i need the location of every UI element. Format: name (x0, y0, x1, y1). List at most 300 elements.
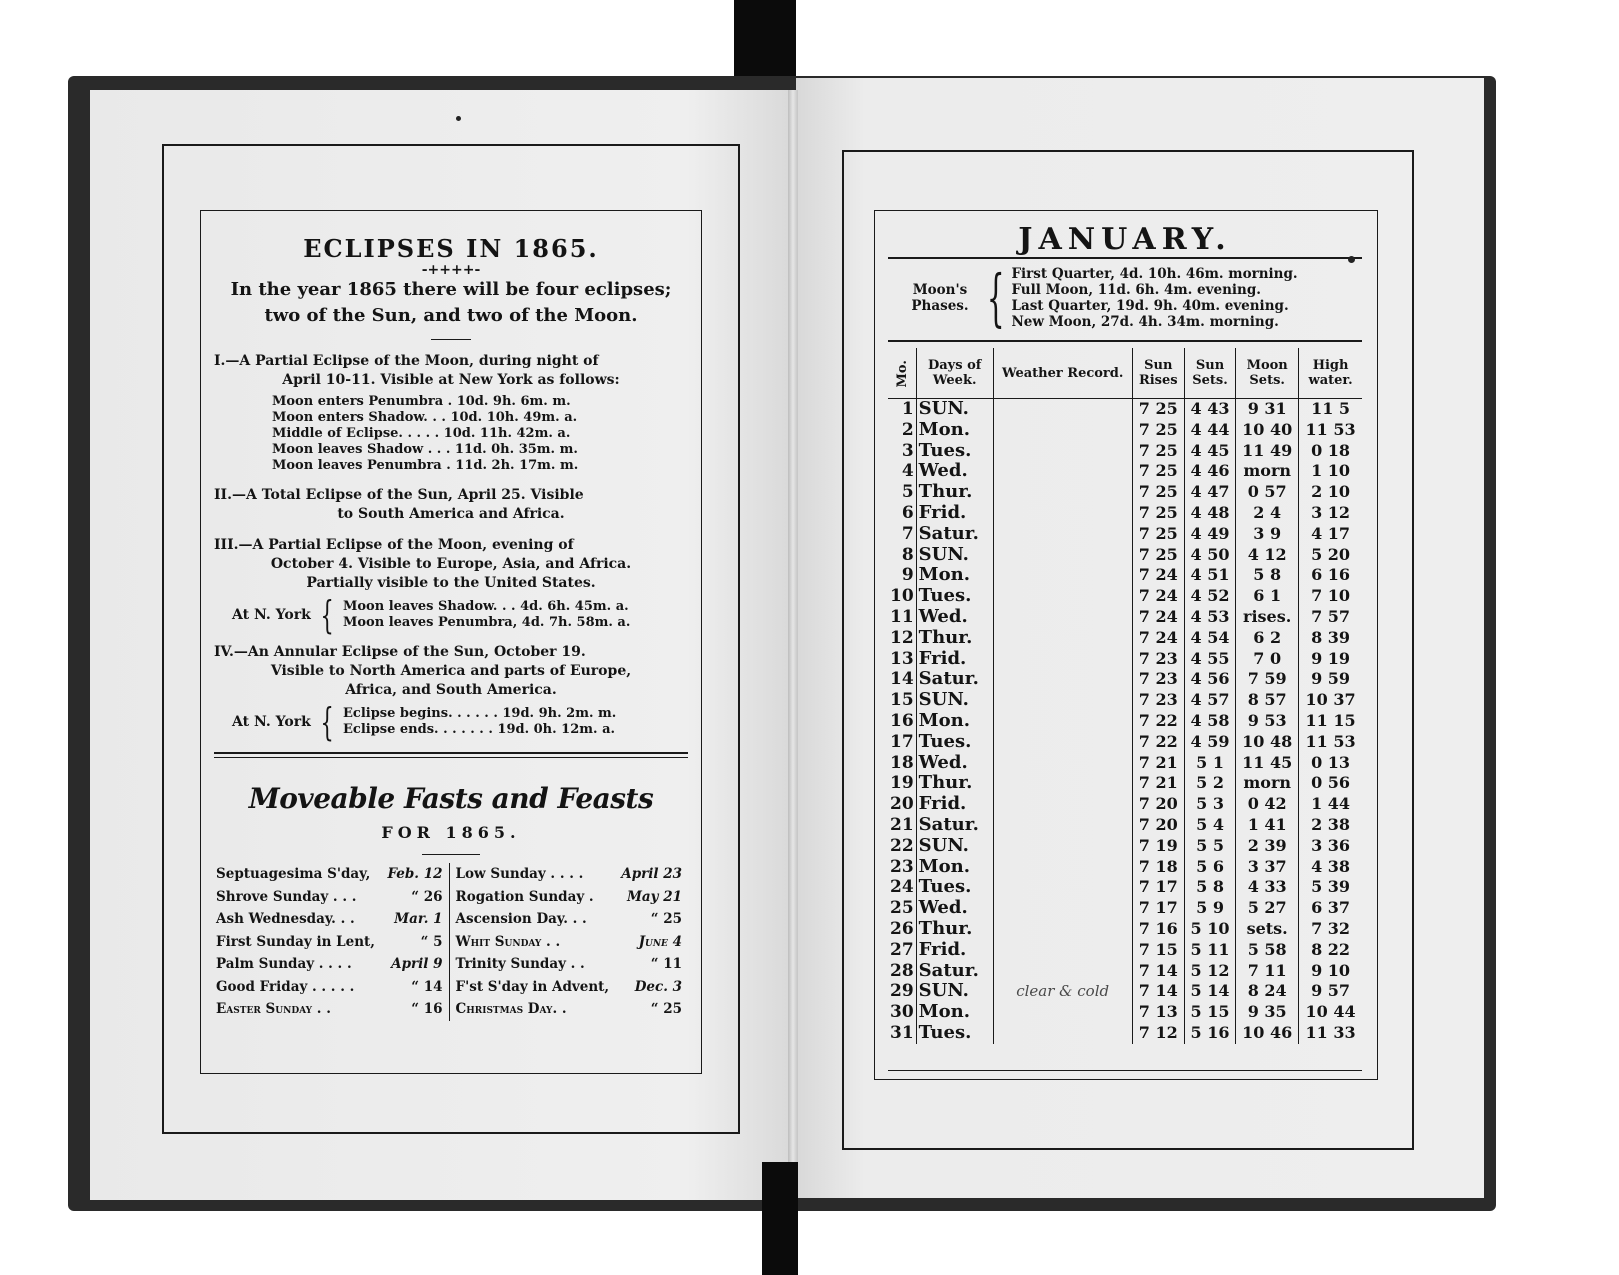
moon-sets-cell: 11 49 (1236, 441, 1299, 462)
high-water-cell: 3 12 (1311, 502, 1351, 522)
high-water-cell: 7 10 (1311, 586, 1351, 606)
day-of-week-cell: Wed. (916, 898, 993, 919)
day-of-week-cell: Tues. (916, 1023, 993, 1044)
column-header-days: Days of Week. (916, 348, 993, 399)
weather-record-cell (993, 857, 1132, 878)
feast-date: “ 25 (650, 911, 682, 927)
sun-sets-cell: 4 44 (1184, 420, 1235, 441)
day-number-cell: 9 (888, 565, 916, 586)
schedule-line: Moon leaves Penumbra . 11d. 2h. 17m. m. (272, 458, 579, 473)
sun-sets-cell: 4 58 (1184, 711, 1235, 732)
high-water-cell: 4 17 (1311, 523, 1351, 543)
time-line: Moon leaves Penumbra, 4d. 7h. 58m. a. (343, 615, 631, 630)
sun-sets-cell: 5 3 (1184, 794, 1235, 815)
bookmark-ribbon-top (734, 0, 796, 80)
sun-rises-cell: 7 12 (1132, 1023, 1184, 1044)
high-water-cell: 9 19 (1311, 648, 1351, 668)
sun-rises-cell: 7 25 (1132, 461, 1184, 482)
day-number-cell: 12 (888, 628, 916, 649)
sun-sets-cell: 4 59 (1184, 732, 1235, 753)
day-number-cell: 11 (888, 607, 916, 628)
table-row (888, 1002, 1362, 1023)
table-row (888, 919, 1362, 940)
sun-rises-cell: 7 24 (1132, 628, 1184, 649)
feasts-list (214, 863, 688, 1021)
day-of-week-cell: Mon. (916, 857, 993, 878)
schedule-line: Moon enters Shadow. . . 10d. 10h. 49m. a. (272, 410, 578, 425)
weather-record-cell (993, 669, 1132, 690)
weather-record-cell (993, 586, 1132, 607)
moon-phase-line: Full Moon, 11d. 6h. 4m. evening. (1011, 282, 1261, 298)
high-water-cell: 5 39 (1311, 877, 1351, 897)
feasts-column-right (449, 863, 689, 1021)
sun-rises-cell: 7 25 (1132, 420, 1184, 441)
schedule-line: Moon enters Penumbra . 10d. 9h. 6m. m. (272, 394, 571, 409)
month-title: JANUARY. (1018, 222, 1232, 257)
month-title-rule (888, 257, 1362, 259)
day-of-week-cell: SUN. (916, 690, 993, 711)
high-water-cell: 11 53 (1305, 419, 1356, 439)
weather-record-cell (993, 711, 1132, 732)
moon-phase-line: First Quarter, 4d. 10h. 46m. morning. (1011, 266, 1298, 282)
day-of-week-cell: SUN. (916, 399, 993, 420)
title-ornament: -++++- (421, 262, 481, 278)
sun-rises-cell: 7 14 (1132, 961, 1184, 982)
sun-sets-cell: 5 5 (1184, 836, 1235, 857)
table-header-row (888, 348, 1362, 399)
day-number-cell: 8 (888, 545, 916, 566)
moon-sets-cell: 5 58 (1236, 940, 1299, 961)
sun-rises-cell: 7 19 (1132, 836, 1184, 857)
feast-row (216, 908, 443, 931)
feast-name: Ash Wednesday. . . (216, 911, 355, 927)
feast-name: Palm Sunday . . . . (216, 956, 352, 972)
moon-sets-cell: 4 12 (1236, 545, 1299, 566)
sun-rises-cell: 7 14 (1132, 981, 1184, 1002)
new-york-times (232, 700, 688, 744)
time-line: Moon leaves Shadow. . . 4d. 6h. 45m. a. (343, 599, 629, 614)
moon-phase-line: Last Quarter, 19d. 9h. 40m. evening. (1011, 298, 1289, 314)
book-gutter (788, 90, 798, 1200)
moon-sets-cell: 0 57 (1236, 482, 1299, 503)
sun-sets-cell: 4 57 (1184, 690, 1235, 711)
moon-sets-cell: 6 1 (1236, 586, 1299, 607)
sun-rises-cell: 7 25 (1132, 524, 1184, 545)
sun-rises-cell: 7 21 (1132, 773, 1184, 794)
table-row (888, 420, 1362, 441)
sun-sets-cell: 4 56 (1184, 669, 1235, 690)
day-of-week-cell: Mon. (916, 565, 993, 586)
day-number-cell: 3 (888, 441, 916, 462)
sun-sets-cell: 5 16 (1184, 1023, 1235, 1044)
feast-name: Whit Sunday . . (455, 933, 561, 950)
moon-phases-list (1011, 266, 1297, 330)
high-water-cell: 7 32 (1311, 918, 1351, 938)
table-row (888, 898, 1362, 919)
weather-record-cell (993, 773, 1132, 794)
eclipse-entry-text: April 10-11. Visible at New York as follows: (282, 372, 620, 388)
table-row (888, 545, 1362, 566)
moon-sets-cell: 3 9 (1236, 524, 1299, 545)
feast-date: “ 16 (411, 1001, 443, 1017)
weather-record-cell (993, 815, 1132, 836)
day-of-week-cell: Satur. (916, 524, 993, 545)
feast-date: April 9 (391, 956, 443, 972)
moon-sets-cell: 5 8 (1236, 565, 1299, 586)
day-of-week-cell: Satur. (916, 815, 993, 836)
day-number-cell: 14 (888, 669, 916, 690)
feast-date: “ 25 (650, 1001, 682, 1017)
feasts-column-left (214, 863, 449, 1021)
day-of-week-cell: Frid. (916, 503, 993, 524)
high-water-cell: 11 15 (1305, 710, 1356, 730)
intro-rule (431, 339, 471, 340)
high-water-cell: 5 20 (1311, 544, 1351, 564)
sun-sets-cell: 4 49 (1184, 524, 1235, 545)
moon-sets-cell: 9 35 (1236, 1002, 1299, 1023)
table-row (888, 794, 1362, 815)
table-row (888, 586, 1362, 607)
high-water-cell: 4 38 (1311, 856, 1351, 876)
weather-record-cell (993, 753, 1132, 774)
day-of-week-cell: Thur. (916, 628, 993, 649)
column-header-mo: Mo. (888, 348, 916, 399)
table-row (888, 1023, 1362, 1044)
day-number-cell: 2 (888, 420, 916, 441)
column-header-sun-sets: Sun Sets. (1184, 348, 1235, 399)
sun-rises-cell: 7 25 (1132, 545, 1184, 566)
day-of-week-cell: SUN. (916, 545, 993, 566)
sun-sets-cell: 4 55 (1184, 649, 1235, 670)
feast-row (216, 863, 443, 886)
brace-icon: { (986, 261, 1005, 334)
weather-record-cell (993, 919, 1132, 940)
day-number-cell: 16 (888, 711, 916, 732)
day-number-cell: 10 (888, 586, 916, 607)
moon-sets-cell: 2 39 (1236, 836, 1299, 857)
moon-sets-cell: rises. (1236, 607, 1299, 628)
feast-row (456, 863, 683, 886)
moon-sets-cell: 1 41 (1236, 815, 1299, 836)
feast-name: Christmas Day. . (455, 1001, 567, 1017)
sun-rises-cell: 7 17 (1132, 877, 1184, 898)
column-header-high-water: High water. (1299, 348, 1362, 399)
feast-date: “ 5 (420, 933, 443, 950)
brace-lines (343, 599, 630, 631)
day-number-cell: 26 (888, 919, 916, 940)
sun-rises-cell: 7 20 (1132, 794, 1184, 815)
day-of-week-cell: Satur. (916, 961, 993, 982)
sun-sets-cell: 5 15 (1184, 1002, 1235, 1023)
weather-record-cell (993, 1023, 1132, 1044)
moon-sets-cell: 7 0 (1236, 649, 1299, 670)
time-line: Eclipse begins. . . . . . 19d. 9h. 2m. m. (343, 706, 617, 721)
weather-record-cell (993, 441, 1132, 462)
moon-sets-cell: 0 42 (1236, 794, 1299, 815)
moon-sets-cell: 7 11 (1236, 961, 1299, 982)
day-number-cell: 21 (888, 815, 916, 836)
table-row (888, 628, 1362, 649)
table-row (888, 732, 1362, 753)
sun-rises-cell: 7 25 (1132, 482, 1184, 503)
table-row (888, 524, 1362, 545)
day-number-cell: 28 (888, 961, 916, 982)
high-water-cell: 9 10 (1311, 960, 1351, 980)
sun-rises-cell: 7 25 (1132, 399, 1184, 420)
weather-record-cell (993, 877, 1132, 898)
day-of-week-cell: Mon. (916, 1002, 993, 1023)
sun-sets-cell: 4 53 (1184, 607, 1235, 628)
eclipse-entry-3 (214, 536, 688, 637)
feast-name: F'st S'day in Advent, (455, 978, 610, 995)
weather-record-cell (993, 649, 1132, 670)
sun-rises-cell: 7 25 (1132, 503, 1184, 524)
feasts-rule (422, 854, 480, 855)
day-of-week-cell: Mon. (916, 420, 993, 441)
column-header-moon-sets: Moon Sets. (1236, 348, 1299, 399)
table-row (888, 836, 1362, 857)
page-mark (456, 116, 461, 121)
feast-row (456, 953, 683, 976)
table-row (888, 441, 1362, 462)
feast-row (216, 976, 443, 999)
time-line: Eclipse ends. . . . . . . 19d. 0h. 12m. a. (343, 722, 616, 737)
feast-row (216, 998, 443, 1021)
high-water-cell: 1 10 (1311, 461, 1351, 481)
high-water-cell: 8 22 (1311, 939, 1351, 959)
sun-rises-cell: 7 23 (1132, 669, 1184, 690)
moon-sets-cell: 11 45 (1236, 753, 1299, 774)
table-row (888, 565, 1362, 586)
moon-sets-cell: 8 57 (1236, 690, 1299, 711)
eclipse-entry-text: to South America and Africa. (337, 506, 565, 522)
feast-row (216, 931, 443, 954)
sun-sets-cell: 5 4 (1184, 815, 1235, 836)
location-label: At N. York (232, 606, 311, 623)
high-water-cell: 11 33 (1305, 1022, 1356, 1042)
weather-record-cell (993, 524, 1132, 545)
weather-record-cell (993, 482, 1132, 503)
table-row (888, 815, 1362, 836)
table-row (888, 753, 1362, 774)
day-number-cell: 13 (888, 649, 916, 670)
feast-name: Trinity Sunday . . (455, 956, 585, 972)
day-number-cell: 30 (888, 1002, 916, 1023)
sun-rises-cell: 7 17 (1132, 898, 1184, 919)
high-water-cell: 7 57 (1311, 606, 1351, 626)
feast-row (456, 976, 683, 999)
moon-sets-cell: 5 27 (1236, 898, 1299, 919)
sun-rises-cell: 7 24 (1132, 607, 1184, 628)
location-label: At N. York (232, 713, 311, 730)
weather-record-cell (993, 898, 1132, 919)
day-number-cell: 23 (888, 857, 916, 878)
weather-record-cell (993, 836, 1132, 857)
sun-sets-cell: 5 14 (1184, 981, 1235, 1002)
sun-rises-cell: 7 18 (1132, 857, 1184, 878)
feast-row (216, 953, 443, 976)
feast-date: April 23 (621, 866, 682, 882)
moon-sets-cell: 9 53 (1236, 711, 1299, 732)
day-of-week-cell: Thur. (916, 919, 993, 940)
day-of-week-cell: Wed. (916, 461, 993, 482)
eclipse-entry-heading: II.—A Total Eclipse of the Sun, April 25. Visible (214, 487, 584, 503)
feast-date: “ 11 (650, 956, 682, 972)
day-of-week-cell: Wed. (916, 607, 993, 628)
day-of-week-cell: Thur. (916, 482, 993, 503)
day-of-week-cell: Thur. (916, 773, 993, 794)
high-water-cell: 0 18 (1311, 440, 1351, 460)
feast-name: Ascension Day. . . (455, 911, 587, 927)
feast-row (456, 931, 683, 954)
day-number-cell: 7 (888, 524, 916, 545)
eclipse-entry-1 (214, 352, 688, 474)
day-number-cell: 5 (888, 482, 916, 503)
day-number-cell: 29 (888, 981, 916, 1002)
eclipse-entry-heading: III.—A Partial Eclipse of the Moon, evening of (214, 537, 574, 553)
day-of-week-cell: Tues. (916, 586, 993, 607)
feast-date: “ 26 (411, 888, 443, 905)
high-water-cell: 0 56 (1311, 773, 1351, 793)
weather-record-cell (993, 420, 1132, 441)
feasts-subtitle: FOR 1865. (381, 823, 521, 842)
high-water-cell: 10 44 (1305, 1002, 1356, 1022)
sun-sets-cell: 4 51 (1184, 565, 1235, 586)
table-row (888, 399, 1362, 420)
feast-date: Dec. 3 (634, 978, 682, 995)
day-of-week-cell: Frid. (916, 940, 993, 961)
table-bottom-rule (888, 1070, 1362, 1071)
day-number-cell: 15 (888, 690, 916, 711)
moon-sets-cell: 9 31 (1236, 399, 1299, 420)
weather-record-cell (993, 503, 1132, 524)
sun-sets-cell: 5 10 (1184, 919, 1235, 940)
sun-sets-cell: 4 47 (1184, 482, 1235, 503)
eclipses-intro-line-1: In the year 1865 there will be four eclipses; (230, 279, 672, 300)
feast-name: Septuagesima S'day, (216, 866, 371, 882)
high-water-cell: 8 39 (1311, 627, 1351, 647)
day-of-week-cell: Mon. (916, 711, 993, 732)
moon-sets-cell: 10 48 (1236, 732, 1299, 753)
weather-record-cell (993, 461, 1132, 482)
day-of-week-cell: Wed. (916, 753, 993, 774)
feast-name: Low Sunday . . . . (455, 866, 584, 882)
feast-date: “ 14 (411, 978, 443, 995)
day-number-cell: 18 (888, 753, 916, 774)
day-number-cell: 6 (888, 503, 916, 524)
moon-phases-label: Moon's Phases. (911, 282, 969, 314)
sun-rises-cell: 7 22 (1132, 732, 1184, 753)
sun-rises-cell: 7 22 (1132, 711, 1184, 732)
feast-name: First Sunday in Lent, (216, 933, 375, 950)
day-of-week-cell: Satur. (916, 669, 993, 690)
sun-sets-cell: 5 12 (1184, 961, 1235, 982)
sun-rises-cell: 7 25 (1132, 441, 1184, 462)
high-water-cell: 11 5 (1311, 399, 1351, 418)
table-row (888, 940, 1362, 961)
high-water-cell: 6 37 (1311, 898, 1351, 918)
sun-rises-cell: 7 13 (1132, 1002, 1184, 1023)
eclipse-entry-4 (214, 643, 688, 744)
day-number-cell: 31 (888, 1023, 916, 1044)
eclipses-section (214, 222, 688, 1021)
feast-date: May 21 (626, 888, 682, 905)
day-number-cell: 17 (888, 732, 916, 753)
day-of-week-cell: Frid. (916, 794, 993, 815)
day-number-cell: 20 (888, 794, 916, 815)
column-header-sun-rises: Sun Rises (1132, 348, 1184, 399)
weather-record-cell (993, 1002, 1132, 1023)
moon-sets-cell: 10 46 (1236, 1023, 1299, 1044)
day-number-cell: 27 (888, 940, 916, 961)
feast-name: Rogation Sunday . (455, 888, 594, 905)
high-water-cell: 11 53 (1305, 731, 1356, 751)
eclipse-entry-text: Partially visible to the United States. (306, 575, 596, 591)
table-row (888, 773, 1362, 794)
sun-rises-cell: 7 15 (1132, 940, 1184, 961)
sun-rises-cell: 7 20 (1132, 815, 1184, 836)
feast-row (456, 886, 683, 909)
sun-sets-cell: 5 11 (1184, 940, 1235, 961)
high-water-cell: 2 38 (1311, 814, 1351, 834)
table-row (888, 877, 1362, 898)
moon-sets-cell: 2 4 (1236, 503, 1299, 524)
schedule-line: Moon leaves Shadow . . . 11d. 0h. 35m. m. (272, 442, 578, 457)
moon-sets-cell: 4 33 (1236, 877, 1299, 898)
sun-sets-cell: 4 45 (1184, 441, 1235, 462)
weather-record-cell (993, 732, 1132, 753)
moon-sets-cell: 10 40 (1236, 420, 1299, 441)
sun-sets-cell: 4 54 (1184, 628, 1235, 649)
phases-rule (888, 340, 1362, 342)
brace-icon: { (320, 700, 334, 744)
section-divider (214, 752, 688, 758)
weather-record-cell (993, 607, 1132, 628)
day-of-week-cell: Tues. (916, 877, 993, 898)
weather-record-cell (993, 545, 1132, 566)
day-of-week-cell: SUN. (916, 981, 993, 1002)
eclipse-entry-heading: IV.—An Annular Eclipse of the Sun, October 19. (214, 644, 586, 660)
feast-row (216, 886, 443, 909)
feasts-title: Moveable Fasts and Feasts (248, 782, 654, 815)
table-row (888, 981, 1362, 1002)
day-number-cell: 1 (888, 399, 916, 420)
bookmark-ribbon-bottom (762, 1162, 798, 1275)
sun-rises-cell: 7 24 (1132, 565, 1184, 586)
table-row (888, 690, 1362, 711)
day-number-cell: 4 (888, 461, 916, 482)
weather-record-cell (993, 565, 1132, 586)
eclipse-schedule (272, 394, 688, 474)
table-row (888, 503, 1362, 524)
table-row (888, 649, 1362, 670)
sun-sets-cell: 4 48 (1184, 503, 1235, 524)
moon-sets-cell: 7 59 (1236, 669, 1299, 690)
feast-row (456, 908, 683, 931)
schedule-line: Middle of Eclipse. . . . . 10d. 11h. 42m. a. (272, 426, 571, 441)
table-row (888, 669, 1362, 690)
weather-record-cell: clear & cold (993, 981, 1132, 1002)
sun-sets-cell: 5 9 (1184, 898, 1235, 919)
high-water-cell: 9 57 (1311, 981, 1351, 1001)
weather-record-cell (993, 794, 1132, 815)
page-mark (1348, 256, 1355, 263)
sun-sets-cell: 5 2 (1184, 773, 1235, 794)
sun-rises-cell: 7 23 (1132, 649, 1184, 670)
sun-sets-cell: 5 8 (1184, 877, 1235, 898)
eclipse-entry-text: Africa, and South America. (345, 682, 557, 698)
high-water-cell: 2 10 (1311, 482, 1351, 502)
